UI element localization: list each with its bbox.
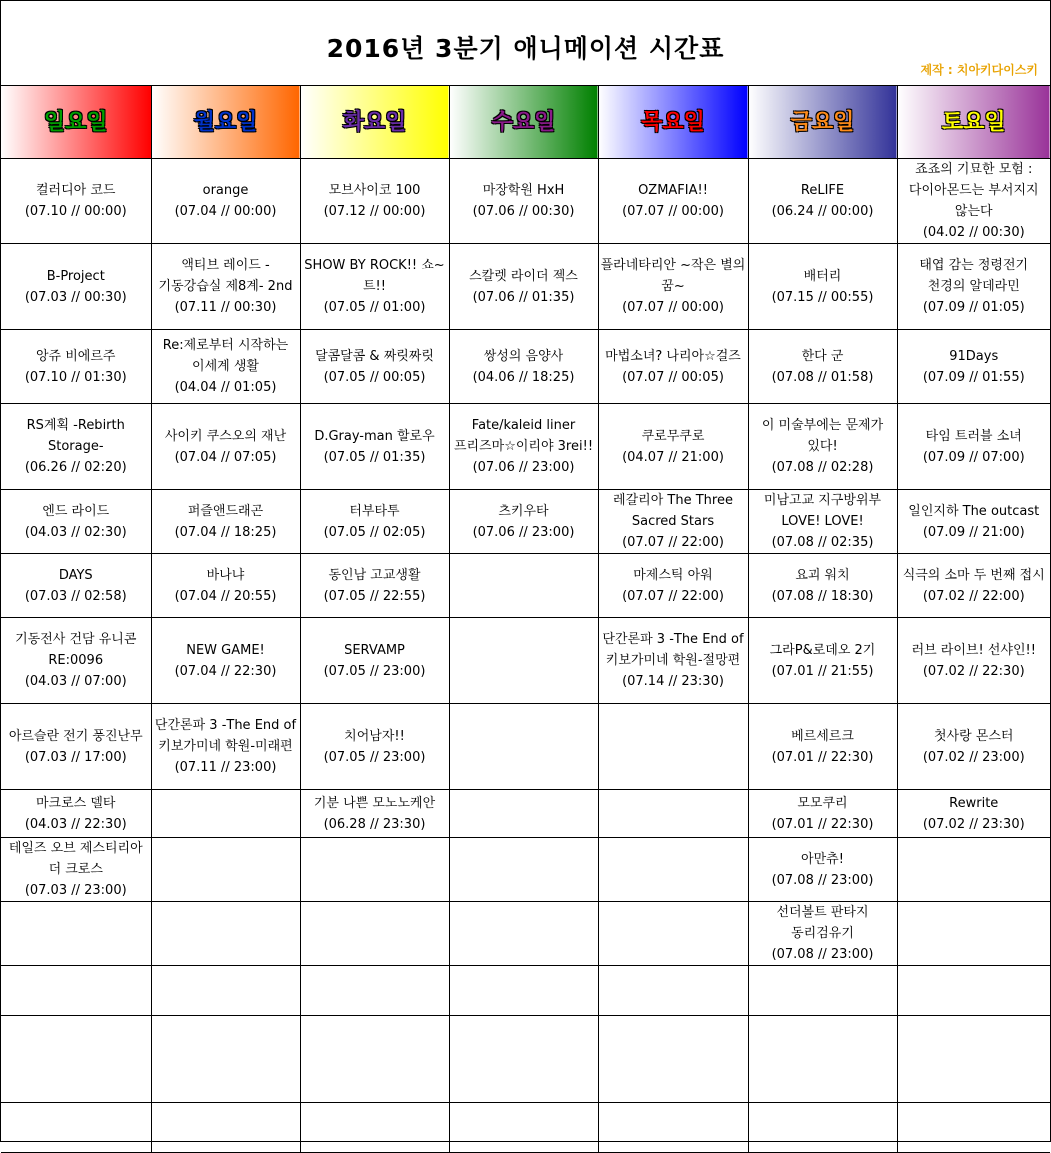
schedule-cell (449, 966, 598, 1016)
anime-title: 엔드 라이드 (42, 503, 110, 519)
anime-title: 사이키 쿠스오의 재난 (164, 428, 287, 444)
schedule-cell (449, 704, 598, 790)
schedule-cell (151, 1016, 300, 1103)
anime-title: 91Days (949, 348, 999, 364)
air-date: (07.02 // 22:30) (922, 663, 1025, 679)
air-date: (07.01 // 21:55) (771, 663, 874, 679)
anime-title: 쿠로무쿠로 (641, 428, 705, 444)
air-date: (07.08 // 23:00) (771, 872, 874, 888)
schedule-cell (748, 966, 897, 1016)
air-date: (04.03 // 07:00) (24, 674, 127, 689)
schedule-cell (151, 1103, 300, 1153)
air-date: (07.10 // 01:30) (24, 369, 127, 385)
air-date: (07.04 // 22:30) (174, 663, 277, 679)
anime-title: 츠키우타 (498, 503, 549, 519)
day-header-6 (897, 86, 1050, 159)
anime-title: 쌍성의 음양사 (483, 348, 564, 364)
anime-title: 레갈리아 The Three Sacred Stars (613, 493, 733, 529)
schedule-cell (151, 244, 300, 330)
schedule-cell (1, 704, 151, 790)
anime-title: 한다 군 (801, 348, 844, 364)
anime-title: 아만츄! (801, 851, 844, 867)
schedule-cell (449, 1016, 598, 1103)
anime-title: 동인남 고교생활 (328, 567, 421, 583)
air-date: (07.02 // 22:00) (922, 588, 1025, 604)
anime-title: 터부타투 (349, 503, 400, 519)
schedule-cell (300, 790, 449, 838)
table-row (1, 244, 1050, 330)
schedule-table (1, 86, 1050, 1153)
air-date: (07.05 // 22:55) (323, 588, 426, 604)
air-date: (07.05 // 23:00) (323, 749, 426, 765)
anime-title: DAYS (58, 567, 93, 583)
air-date: (07.04 // 20:55) (174, 588, 277, 604)
air-date: (07.07 // 22:00) (622, 535, 724, 550)
table-row (1, 1103, 1050, 1153)
schedule-cell (300, 330, 449, 404)
schedule-cell (1, 618, 151, 704)
schedule-cell (151, 554, 300, 618)
schedule-cell (300, 404, 449, 490)
anime-title: 아르슬란 전기 풍진난무 (8, 728, 143, 744)
air-date: (04.03 // 02:30) (24, 524, 127, 540)
schedule-cell (748, 1016, 897, 1103)
schedule-cell (300, 490, 449, 554)
air-date: (07.06 // 00:30) (472, 204, 575, 219)
anime-title: 단간론파 3 -The End of 키보가미네 학원-절망편 (602, 632, 744, 668)
schedule-cell (748, 1103, 897, 1153)
air-date: (07.07 // 00:00) (622, 204, 724, 219)
schedule-cell (897, 902, 1050, 966)
schedule-cell (897, 554, 1050, 618)
air-date: (04.06 // 18:25) (472, 369, 575, 385)
schedule-cell (300, 704, 449, 790)
schedule-cell (598, 704, 748, 790)
schedule-cell (1, 966, 151, 1016)
air-date: (07.04 // 07:05) (174, 449, 277, 465)
anime-title: 기동전사 건담 유니콘 RE:0096 (15, 632, 137, 668)
anime-title: ReLIFE (800, 183, 845, 198)
anime-title: 치어남자!! (344, 728, 405, 744)
anime-title: orange (202, 183, 249, 198)
schedule-cell (748, 618, 897, 704)
schedule-cell (300, 159, 449, 244)
schedule-cell (897, 838, 1050, 902)
air-date: (07.01 // 22:30) (771, 816, 874, 832)
schedule-cell (449, 554, 598, 618)
schedule-cell (748, 790, 897, 838)
anime-title: RS계획 -Rebirth Storage- (26, 418, 125, 454)
schedule-cell (748, 704, 897, 790)
schedule-cell (449, 159, 598, 244)
air-date: (07.09 // 01:55) (922, 369, 1025, 385)
anime-title: 달콤달콤 & 짜릿짜릿 (315, 348, 434, 364)
schedule-cell (449, 838, 598, 902)
schedule-cell (748, 554, 897, 618)
air-date: (07.05 // 00:05) (323, 369, 426, 385)
credit-label: 제작 : 치아키다이스키 (920, 63, 1038, 77)
table-row (1, 330, 1050, 404)
table-row (1, 554, 1050, 618)
air-date: (07.08 // 18:30) (771, 588, 874, 604)
schedule-cell (449, 404, 598, 490)
air-date: (07.09 // 07:00) (922, 449, 1025, 465)
schedule-cell (151, 790, 300, 838)
anime-title: D.Gray-man 할로우 (314, 428, 435, 444)
schedule-cell (300, 966, 449, 1016)
schedule-cell (300, 1016, 449, 1103)
schedule-cell (598, 159, 748, 244)
anime-title: 단간론파 3 -The End of 키보가미네 학원-미래편 (154, 718, 297, 754)
anime-title: B-Project (46, 268, 105, 284)
page-title: 2016년 3분기 애니메이션 시간표 (326, 34, 725, 63)
table-row (1, 618, 1050, 704)
air-date: (07.09 // 01:05) (922, 300, 1025, 315)
schedule-cell (300, 902, 449, 966)
air-date: (07.06 // 23:00) (472, 524, 575, 540)
anime-title: 마제스틱 아워 (633, 567, 713, 583)
schedule-cell (897, 618, 1050, 704)
air-date: (07.08 // 02:28) (771, 460, 874, 475)
anime-title: 러브 라이브! 선샤인!! (911, 642, 1036, 658)
anime-title: 요괴 워치 (795, 567, 850, 583)
day-label: 수요일 (491, 109, 556, 135)
anime-title: 배터리 (803, 268, 842, 284)
anime-title: 마법소녀? 나리아☆걸즈 (605, 348, 741, 364)
schedule-cell (748, 490, 897, 554)
air-date: (07.03 // 02:58) (24, 588, 127, 604)
schedule-cell (598, 902, 748, 966)
schedule-cell (151, 404, 300, 490)
air-date: (07.01 // 22:30) (771, 749, 874, 765)
schedule-cell (897, 244, 1050, 330)
air-date: (07.05 // 01:35) (323, 449, 426, 465)
schedule-cell (1, 1016, 151, 1103)
anime-title: SHOW BY ROCK!! 쇼~트!! (304, 258, 445, 294)
air-date: (07.03 // 23:00) (24, 883, 127, 898)
air-date: (07.08 // 23:00) (771, 947, 874, 962)
anime-title: 스칼렛 라이더 젝스 (469, 268, 578, 284)
air-date: (07.12 // 00:00) (323, 204, 426, 219)
schedule-cell (449, 244, 598, 330)
air-date: (04.07 // 21:00) (622, 449, 724, 465)
schedule-cell (598, 490, 748, 554)
anime-title: 마장학원 HxH (482, 183, 565, 198)
air-date: (07.14 // 23:30) (622, 674, 724, 689)
air-date: (06.26 // 02:20) (24, 460, 127, 475)
air-date: (07.04 // 00:00) (174, 204, 277, 219)
table-row (1, 902, 1050, 966)
air-date: (07.08 // 02:35) (771, 535, 874, 550)
air-date: (07.04 // 18:25) (174, 524, 277, 540)
air-date: (04.03 // 22:30) (24, 816, 127, 832)
schedule-cell (598, 966, 748, 1016)
day-label: 월요일 (193, 109, 258, 135)
schedule-cell (897, 1016, 1050, 1103)
schedule-cell (748, 330, 897, 404)
schedule-cell (300, 244, 449, 330)
schedule-cell (598, 1016, 748, 1103)
schedule-cell (598, 790, 748, 838)
anime-title: 식극의 소마 두 번째 접시 (902, 567, 1045, 583)
anime-title: 액티브 레이드 -기동강습실 제8계- 2nd (158, 258, 293, 294)
schedule-cell (748, 838, 897, 902)
schedule-cell (1, 554, 151, 618)
air-date: (07.11 // 23:00) (174, 760, 277, 775)
schedule-cell (598, 330, 748, 404)
schedule-cell (300, 838, 449, 902)
day-label: 토요일 (941, 109, 1006, 135)
schedule-cell (300, 554, 449, 618)
anime-title: 퍼즐앤드래곤 (187, 503, 264, 519)
schedule-body (1, 159, 1050, 1153)
day-header-5 (748, 86, 897, 159)
anime-title: 마크로스 델타 (36, 795, 116, 811)
air-date: (04.02 // 00:30) (922, 225, 1025, 240)
anime-title: 첫사랑 몬스터 (934, 728, 1014, 744)
anime-title: OZMAFIA!! (638, 183, 708, 198)
day-header-3 (449, 86, 598, 159)
anime-title: 그라P&로데오 2기 (769, 642, 876, 658)
anime-title: 기분 나쁜 모노노케안 (313, 795, 436, 811)
table-row (1, 1016, 1050, 1103)
table-row (1, 159, 1050, 244)
schedule-cell (897, 1103, 1050, 1153)
schedule-cell (151, 490, 300, 554)
schedule-cell (151, 838, 300, 902)
schedule-cell (1, 159, 151, 244)
day-header-4 (598, 86, 748, 159)
schedule-cell (300, 1103, 449, 1153)
anime-title: 모브사이코 100 (328, 183, 421, 198)
day-header-row (1, 86, 1050, 159)
anime-title: 컬러디아 코드 (36, 183, 116, 198)
anime-title: 베르세르크 (791, 728, 854, 744)
air-date: (07.09 // 21:00) (922, 524, 1025, 540)
schedule-cell (449, 902, 598, 966)
day-header-1 (151, 86, 300, 159)
air-date: (07.05 // 02:05) (323, 524, 426, 540)
air-date: (07.05 // 23:00) (323, 663, 426, 679)
anime-title: Fate/kaleid liner 프리즈마☆이리야 3rei!! (453, 418, 594, 454)
air-date: (07.08 // 01:58) (771, 369, 874, 385)
schedule-cell (748, 159, 897, 244)
schedule-cell (897, 490, 1050, 554)
day-label: 일요일 (43, 109, 108, 135)
schedule-cell (1, 1103, 151, 1153)
air-date: (07.05 // 01:00) (323, 300, 426, 315)
schedule-cell (449, 490, 598, 554)
title-box (1, 1, 1050, 86)
schedule-cell (598, 838, 748, 902)
schedule-cell (1, 490, 151, 554)
anime-title: 태엽 감는 정령전기 천경의 알데라민 (919, 258, 1029, 294)
air-date: (07.06 // 23:00) (472, 460, 575, 475)
schedule-cell (1, 244, 151, 330)
anime-title: 모모쿠리 (797, 795, 848, 811)
anime-title: 앙쥬 비에르주 (36, 348, 116, 364)
day-label: 화요일 (342, 109, 407, 135)
schedule-cell (151, 966, 300, 1016)
air-date: (07.03 // 17:00) (24, 749, 127, 765)
day-header-0 (1, 86, 151, 159)
air-date: (07.06 // 01:35) (472, 289, 575, 305)
air-date: (04.04 // 01:05) (174, 380, 277, 395)
air-date: (07.11 // 00:30) (174, 300, 277, 315)
air-date: (06.24 // 00:00) (771, 204, 874, 219)
schedule-cell (151, 159, 300, 244)
schedule-cell (897, 790, 1050, 838)
anime-title: NEW GAME! (186, 642, 265, 658)
schedule-cell (449, 330, 598, 404)
air-date: (07.15 // 00:55) (771, 289, 874, 305)
anime-title: 선더볼트 판타지 동리검유기 (776, 905, 869, 941)
schedule-cell (598, 404, 748, 490)
air-date: (07.07 // 00:00) (622, 300, 724, 315)
anime-title: Re:제로부터 시작하는 이세계 생활 (162, 338, 289, 374)
anime-title: 미남고교 지구방위부 LOVE! LOVE! (763, 493, 882, 529)
schedule-cell (1, 330, 151, 404)
schedule-cell (151, 618, 300, 704)
table-row (1, 404, 1050, 490)
air-date: (07.02 // 23:00) (922, 749, 1025, 765)
anime-title: SERVAMP (344, 642, 405, 658)
schedule-cell (748, 244, 897, 330)
schedule-cell (151, 704, 300, 790)
air-date: (07.07 // 22:00) (622, 588, 724, 604)
air-date: (07.03 // 00:30) (24, 289, 127, 305)
anime-title: 이 미술부에는 문제가 있다! (761, 418, 884, 454)
anime-title: 죠죠의 기묘한 모험 : 다이아몬드는 부서지지 않는다 (908, 162, 1039, 219)
anime-title: Rewrite (949, 795, 999, 811)
schedule-cell (1, 902, 151, 966)
schedule-cell (748, 404, 897, 490)
day-label: 금요일 (790, 109, 855, 135)
schedule-cell (598, 1103, 748, 1153)
anime-title: 플라네타리안 ~작은 별의 꿈~ (600, 258, 746, 294)
schedule-cell (449, 1103, 598, 1153)
anime-title: 테일즈 오브 제스티리아 더 크로스 (8, 841, 143, 877)
schedule-cell (598, 244, 748, 330)
table-row (1, 966, 1050, 1016)
schedule-cell (151, 330, 300, 404)
table-row (1, 490, 1050, 554)
anime-title: 바나냐 (206, 567, 245, 583)
schedule-cell (897, 404, 1050, 490)
anime-title: 타임 트러블 소녀 (925, 428, 1022, 444)
day-label: 목요일 (641, 109, 705, 135)
day-header-2 (300, 86, 449, 159)
schedule-cell (449, 618, 598, 704)
air-date: (07.10 // 00:00) (24, 204, 127, 219)
schedule-cell (151, 902, 300, 966)
schedule-cell (897, 966, 1050, 1016)
air-date: (07.02 // 23:30) (922, 816, 1025, 832)
table-row (1, 838, 1050, 902)
schedule-cell (1, 838, 151, 902)
schedule-cell (598, 618, 748, 704)
schedule-cell (897, 704, 1050, 790)
schedule-cell (449, 790, 598, 838)
schedule-cell (300, 618, 449, 704)
anime-title: 일인지하 The outcast (908, 503, 1040, 519)
schedule-cell (598, 554, 748, 618)
schedule-cell (897, 330, 1050, 404)
schedule-cell (1, 404, 151, 490)
schedule-cell (897, 159, 1050, 244)
table-row (1, 704, 1050, 790)
table-row (1, 790, 1050, 838)
schedule-cell (748, 902, 897, 966)
schedule-cell (1, 790, 151, 838)
air-date: (07.07 // 00:05) (622, 369, 724, 385)
air-date: (06.28 // 23:30) (323, 816, 426, 832)
